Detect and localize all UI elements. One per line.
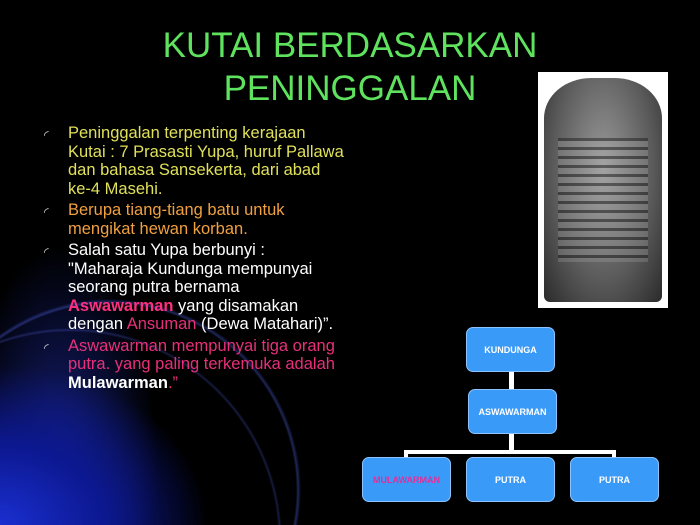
tree-node-kundunga: KUNDUNGA <box>466 327 555 372</box>
bullet-icon: ◜ <box>44 340 49 355</box>
title-line-2: PENINGGALAN <box>223 69 477 108</box>
bullet-text: Peninggalan terpenting kerajaan Kutai : 7 Prasasti Yupa, huruf Pallawa dan bahasa Sansekerta, dari abad ke-4 Masehi. <box>68 124 344 198</box>
bullet-text: yang disamakan dengan <box>68 296 299 333</box>
bullet-icon: ◜ <box>44 205 49 219</box>
bullet-icon: ◜ <box>44 245 49 259</box>
stone-image <box>544 78 662 302</box>
yupa-inscription-photo <box>538 72 668 308</box>
highlight-mulawarman: Mulawarman <box>68 373 168 392</box>
tree-node-putra: PUTRA <box>466 457 555 502</box>
bullet-icon: ◜ <box>44 128 49 142</box>
tree-node-aswawarman: ASWAWARMAN <box>468 389 557 434</box>
tree-node-putra: PUTRA <box>570 457 659 502</box>
title-line-1: KUTAI BERDASARKAN <box>162 26 538 65</box>
bullet-item <box>44 337 344 393</box>
bullet-list <box>44 124 344 395</box>
highlight-ansuman: Ansuman <box>126 315 197 333</box>
bullet-text: Aswawarman mempunyai tiga orang putra. yang paling terkemuka adalah <box>68 336 335 373</box>
bullet-item <box>44 201 344 238</box>
highlight-aswawarman: Aswawarman <box>68 296 174 315</box>
bullet-text: .” <box>167 373 179 392</box>
connector-line <box>509 372 514 389</box>
connector-line <box>404 450 616 454</box>
bullet-item <box>44 124 344 198</box>
bullet-text: Salah satu Yupa berbunyi : "Maharaja Kundunga mempunyai seorang putra bernama <box>68 241 313 296</box>
slide-title <box>120 24 580 110</box>
bullet-text: Berupa tiang-tiang batu untuk mengikat hewan korban. <box>68 201 285 238</box>
bullet-item <box>44 241 344 334</box>
tree-node-mulawarman: MULAWARMAN <box>362 457 451 502</box>
bullet-text: (Dewa Matahari)”. <box>196 315 334 333</box>
